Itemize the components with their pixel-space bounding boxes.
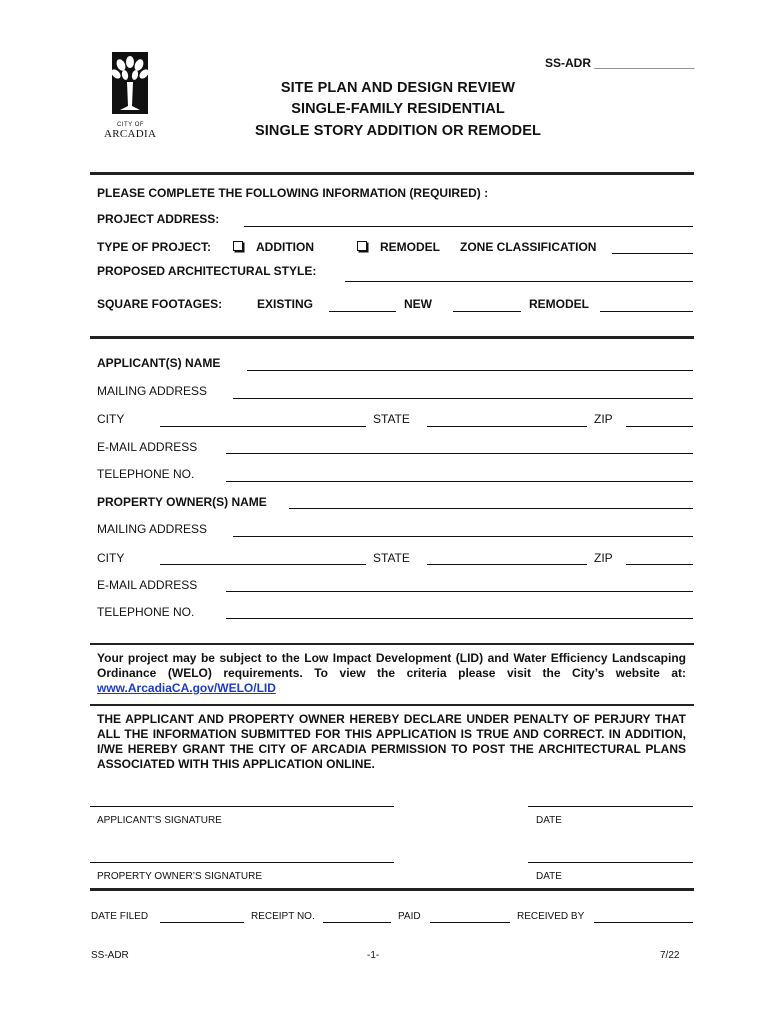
owner-date-line[interactable]	[528, 862, 693, 863]
remodel-sqft-label: REMODEL	[529, 297, 589, 311]
applicant-city-label: CITY	[97, 412, 125, 426]
new-sqft-field[interactable]	[453, 311, 521, 312]
applicant-name-label: APPLICANT(S) NAME	[97, 356, 221, 370]
owner-state-field[interactable]	[427, 564, 587, 565]
owner-signature-line[interactable]	[90, 862, 394, 863]
applicant-email-field[interactable]	[226, 453, 693, 454]
owner-mailing-label: MAILING ADDRESS	[97, 522, 208, 536]
page-number: -1-	[367, 950, 380, 961]
architectural-style-label: PROPOSED ARCHITECTURAL STYLE:	[97, 264, 317, 278]
applicant-name-field[interactable]	[247, 370, 693, 371]
logo-city-name: ARCADIA	[104, 128, 157, 140]
applicant-date-label: DATE	[536, 815, 562, 826]
addition-checkbox[interactable]	[233, 241, 243, 251]
remodel-sqft-field[interactable]	[600, 311, 693, 312]
applicant-city-field[interactable]	[160, 426, 366, 427]
receipt-no-field[interactable]	[323, 922, 391, 923]
signature-divider	[90, 888, 694, 891]
section-heading: PLEASE COMPLETE THE FOLLOWING INFORMATION (REQUIRED) :	[97, 186, 489, 200]
applicant-email-label: E-MAIL ADDRESS	[97, 440, 198, 454]
contact-divider	[90, 643, 694, 645]
notice-divider	[90, 704, 694, 706]
architectural-style-field[interactable]	[345, 281, 693, 282]
project-divider	[90, 336, 694, 339]
owner-zip-field[interactable]	[626, 564, 693, 565]
applicant-date-line[interactable]	[528, 806, 693, 807]
owner-phone-field[interactable]	[226, 618, 693, 619]
applicant-phone-field[interactable]	[226, 481, 693, 482]
existing-sqft-field[interactable]	[329, 311, 396, 312]
owner-phone-label: TELEPHONE NO.	[97, 605, 195, 619]
applicant-signature-line[interactable]	[90, 806, 394, 807]
header-divider	[90, 172, 694, 175]
logo-small-text: CITY OF	[117, 122, 145, 128]
applicant-signature-label: APPLICANT’S SIGNATURE	[97, 815, 222, 826]
owner-city-field[interactable]	[160, 564, 366, 565]
received-by-field[interactable]	[594, 922, 693, 923]
zone-classification-field[interactable]	[612, 253, 693, 254]
perjury-declaration: THE APPLICANT AND PROPERTY OWNER HEREBY DECLARE UNDER PENALTY OF PERJURY THAT ALL THE INFORMATION SUBMITTED FOR THIS APPLICATION IS TRUE AND CORRECT. IN ADDITION, I/WE HEREBY GRANT THE CITY OF ARCADIA PERMISSION TO POST THE ARCHITECTURAL PLANS ASSOCIATED WITH THIS APPLICATION ONLINE.	[97, 712, 686, 771]
new-sqft-label: NEW	[404, 297, 432, 311]
applicant-mailing-label: MAILING ADDRESS	[97, 384, 208, 398]
square-footages-label: SQUARE FOOTAGES:	[97, 297, 223, 311]
project-address-label: PROJECT ADDRESS:	[97, 212, 220, 226]
lid-welo-notice	[97, 651, 686, 696]
owner-date-label: DATE	[536, 871, 562, 882]
paid-label: PAID	[398, 911, 421, 922]
owner-state-label: STATE	[373, 551, 410, 565]
paid-field[interactable]	[430, 922, 510, 923]
addition-option-label: ADDITION	[256, 240, 314, 254]
project-address-field[interactable]	[244, 226, 693, 227]
owner-city-label: CITY	[97, 551, 125, 565]
owner-signature-label: PROPERTY OWNER’S SIGNATURE	[97, 871, 263, 882]
revision-date: 7/22	[660, 950, 680, 961]
owner-name-field[interactable]	[289, 508, 693, 509]
applicant-zip-label: ZIP	[594, 412, 613, 426]
owner-zip-label: ZIP	[594, 551, 613, 565]
owner-email-field[interactable]	[226, 591, 693, 592]
applicant-phone-label: TELEPHONE NO.	[97, 467, 195, 481]
date-filed-label: DATE FILED	[91, 911, 149, 922]
owner-email-label: E-MAIL ADDRESS	[97, 578, 198, 592]
received-by-label: RECEIVED BY	[517, 911, 585, 922]
owner-mailing-field[interactable]	[233, 536, 693, 537]
remodel-checkbox[interactable]	[357, 241, 367, 251]
welo-lid-link[interactable]: www.ArcadiaCA.gov/WELO/LID	[97, 681, 276, 695]
footer-form-code: SS-ADR	[91, 950, 129, 961]
title-line-3: SINGLE STORY ADDITION OR REMODEL	[255, 123, 541, 139]
remodel-option-label: REMODEL	[380, 240, 440, 254]
applicant-state-label: STATE	[373, 412, 410, 426]
title-line-1: SITE PLAN AND DESIGN REVIEW	[280, 80, 516, 96]
receipt-no-label: RECEIPT NO.	[251, 911, 315, 922]
project-type-label: TYPE OF PROJECT:	[97, 240, 212, 254]
notice-text: Your project may be subject to the Low Impact Development (LID) and Water Efficiency Landscaping Ordinance (WELO) requirements. To view the criteria please visit the City’s website at:	[97, 651, 686, 680]
owner-name-label: PROPERTY OWNER(S) NAME	[97, 495, 267, 509]
date-filed-field[interactable]	[160, 922, 244, 923]
form-code: SS-ADR _______________	[545, 56, 695, 70]
applicant-zip-field[interactable]	[626, 426, 693, 427]
applicant-state-field[interactable]	[427, 426, 587, 427]
applicant-mailing-field[interactable]	[233, 398, 693, 399]
title-line-2: SINGLE-FAMILY RESIDENTIAL	[291, 101, 505, 117]
zone-classification-label: ZONE CLASSIFICATION	[460, 240, 597, 254]
existing-sqft-label: EXISTING	[257, 297, 314, 311]
